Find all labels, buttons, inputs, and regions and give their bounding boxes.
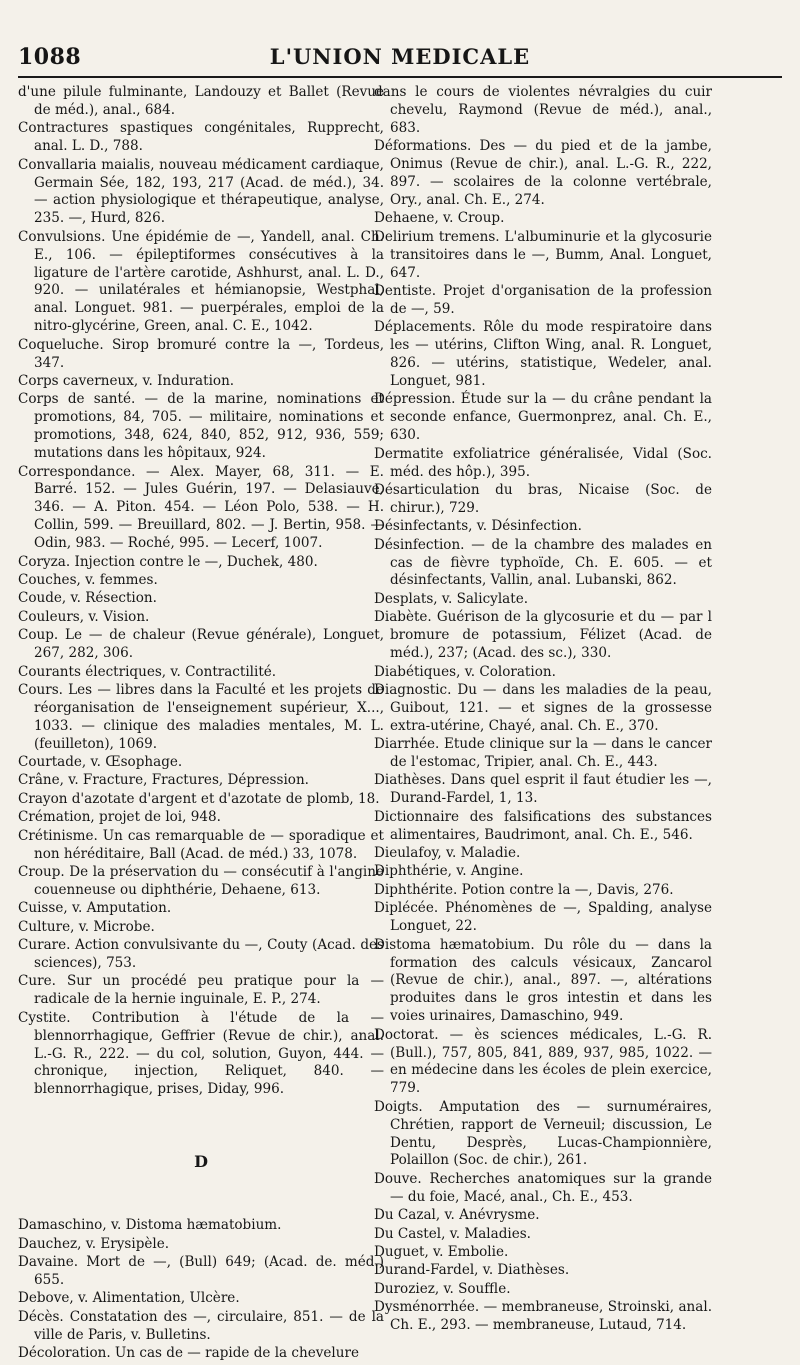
index-entry: Coqueluche. Sirop bromuré contre la —, Tordeus, 347. <box>18 336 384 371</box>
index-entry: Couches, v. femmes. <box>18 571 158 588</box>
index-entry: Diphthérie, v. Angine. <box>374 863 524 880</box>
index-entry: Décoloration. Un cas de — rapide de la chevelure <box>18 1345 359 1361</box>
index-entry: Crémation, projet de loi, 948. <box>18 809 221 826</box>
index-entry: Durand-Fardel, v. Diathèses. <box>374 1262 570 1279</box>
index-entry: Convallaria maialis, nouveau médicament cardiaque, Germain Sée, 182, 193, 217 (Acad. de méd.), 34. — action physiologique et thérapeutique, analyse, 235. —, Hurd, 826. <box>18 156 384 227</box>
index-entry: Corps caverneux, v. Induration. <box>18 373 235 389</box>
index-entry: Courants électriques, v. Contractilité. <box>18 663 277 680</box>
index-entry: Diabétiques, v. Coloration. <box>374 663 556 680</box>
index-entry: Duguet, v. Embolie. <box>374 1244 509 1260</box>
index-entry: Curare. Action convulsivante du —, Couty (Acad. des sciences), 753. <box>18 937 384 971</box>
index-entry: Cure. Sur un procédé peu pratique pour la — radicale de la hernie inguinale, E. P., 274. <box>18 973 384 1008</box>
page-number: 1088 <box>18 44 82 70</box>
index-entry: Duroziez, v. Souffle. <box>374 1280 511 1297</box>
index-entry: Dieulafoy, v. Maladie. <box>374 845 521 862</box>
index-entry: Décès. Constatation des —, circulaire, 851. — de la ville de Paris, v. Bulletins. <box>18 1308 384 1343</box>
index-entry: Damaschino, v. Distoma hæmatobium. <box>18 1217 282 1234</box>
index-entry: Corps de santé. — de la marine, nominations et promotions, 84, 705. — militaire, nominations et promotions, 348, 624, 840, 852, 912, 936, 559; mutations dans les hôpitaux, 924. <box>18 391 384 462</box>
index-entry: Diphthérite. Potion contre la —, Davis, 276. <box>374 881 674 898</box>
index-entry: Debove, v. Alimentation, Ulcère. <box>18 1290 240 1307</box>
index-entry: Delirium tremens. L'albuminurie et la glycosurie transitoires dans le —, Bumm, Anal. Longuet, 647. <box>374 228 712 281</box>
index-entry: Du Cazal, v. Anévrysme. <box>374 1207 540 1224</box>
index-entry: Diabète. Guérison de la glycosurie et du — par l bromure de potassium, Félizet (Acad. de méd.), 237; (Acad. des sc.), 330. <box>374 609 712 662</box>
index-entry: Douve. Recherches anatomiques sur la grande — du foie, Macé, anal., Ch. E., 453. <box>374 1170 712 1205</box>
index-entry: Diagnostic. Du — dans les maladies de la peau, Guibout, 121. — et signes de la grossesse extra-utérine, Chayé, anal. Ch. E., 370. <box>374 681 712 734</box>
index-entry: Diathèses. Dans quel esprit il faut étudier les —, Durand-Fardel, 1, 13. <box>374 772 712 807</box>
index-entry: Couleurs, v. Vision. <box>18 608 150 625</box>
index-entry: Dépression. Étude sur la — du crâne pendant la seconde enfance, Guermonprez, anal. Ch. E., 630. <box>374 391 712 444</box>
index-entry: Dysménorrhée. — membraneuse, Stroinski, anal. Ch. E., 293. — membraneuse, Lutaud, 714. <box>374 1299 712 1334</box>
index-entry: Coude, v. Résection. <box>18 590 157 607</box>
index-entry: Désarticulation du bras, Nicaise (Soc. de chirur.), 729. <box>374 481 712 516</box>
index-entry: Du Castel, v. Maladies. <box>374 1225 531 1242</box>
index-entry: Crayon d'azotate d'argent et d'azotate de plomb, 18. <box>18 790 380 807</box>
index-entry: Cours. Les — libres dans la Faculté et les projets de réorganisation de l'enseignement supérieur, X..., 1033. — clinique des maladies mentales, M. L. (feuilleton), 1069. <box>18 681 384 752</box>
index-entry: Coryza. Injection contre le —, Duchek, 480. <box>18 553 318 570</box>
index-entry: Déformations. Des — du pied et de la jambe, Onimus (Revue de chir.), anal. L.-G. R., 222, 897. — scolaires de la colonne vertébrale, Ory., anal. Ch. E., 274. <box>374 138 712 208</box>
index-entry: Déplacements. Rôle du mode respiratoire dans les — utérins, Clifton Wing, anal. R. Longuet, 826. — utérins, statistique, Wedeler, anal. Longuet, 981. <box>374 319 712 389</box>
index-entry: Dermatite exfoliatrice généralisée, Vidal (Soc. méd. des hôp.), 395. <box>374 445 712 480</box>
index-entry: Croup. De la préservation du — consécutif à l'angine couenneuse ou diphthérie, Dehaene, 613. <box>18 863 384 898</box>
index-entry: d'une pilule fulminante, Landouzy et Ballet (Revue de méd.), anal., 684. <box>18 84 384 118</box>
index-entry: Davaine. Mort de —, (Bull) 649; (Acad. de. méd.) 655. <box>18 1253 384 1288</box>
page-header <box>18 44 782 74</box>
index-entry: Contractures spastiques congénitales, Rupprecht, anal. L. D., 788. <box>18 120 384 155</box>
index-entry: Convulsions. Une épidémie de —, Yandell, anal. Ch. E., 106. — épileptiformes consécutives à la ligature de l'artère carotide, Ashhurst, anal. L. D., 920. — unilatérales et hémianopsie, Westphal, anal. Longuet. 981. — puerpérales, emploi de la nitro-glycérine, Green, anal. C. E., 1042. <box>18 228 384 335</box>
index-entry: Désinfection. — de la chambre des malades en cas de fièvre typhoïde, Ch. E. 605. — et désinfectants, Vallin, anal. Lubanski, 862. <box>374 536 712 589</box>
index-entry: Crâne, v. Fracture, Fractures, Dépression. <box>18 772 309 789</box>
index-entry: Dentiste. Projet d'organisation de la profession de —, 59. <box>374 282 712 317</box>
header-rule <box>18 76 782 78</box>
index-entry: Cuisse, v. Amputation. <box>18 900 172 917</box>
section-letter-heading: D <box>194 1152 208 1172</box>
index-entry: Crétinisme. Un cas remarquable de — sporadique et non héréditaire, Ball (Acad. de méd.) 33, 1078. <box>18 827 384 862</box>
left-column <box>18 84 384 1361</box>
running-head: L'UNION MEDICALE <box>269 44 531 69</box>
index-entry: Doctorat. — ès sciences médicales, L.-G. R. (Bull.), 757, 805, 841, 889, 937, 985, 1022. — en médecine dans les écoles de plein exercice, 779. <box>374 1026 712 1097</box>
index-entry: Dauchez, v. Erysipèle. <box>18 1235 170 1252</box>
index-entry: Distoma hæmatobium. Du rôle du — dans la formation des calculs vésicaux, Zancarol (Revue de chir.), anal., 897. —, altérations produites dans le gros intestin et dans les voies urinaires, Damaschino, 949. <box>374 936 712 1025</box>
index-entry: Courtade, v. Œsophage. <box>18 754 183 771</box>
index-entry: Dehaene, v. Croup. <box>374 210 505 227</box>
index-entry: dans le cours de violentes névralgies du cuir chevelu, Raymond (Revue de méd.), anal., 683. <box>374 84 712 136</box>
index-entry: Correspondance. — Alex. Mayer, 68, 311. — E. Barré. 152. — Jules Guérin, 197. — Delasiauve, 346. — A. Piton. 454. — Léon Polo, 538. — H. Collin, 599. — Breuillard, 802. — J. Bertin, 958. — Odin, 983. — Roché, 995. — Lecerf, 1007. <box>18 463 384 552</box>
index-entry: Culture, v. Microbe. <box>18 918 155 935</box>
index-entry: Désinfectants, v. Désinfection. <box>374 518 582 535</box>
index-entry: Cystite. Contribution à l'étude de la — blennorrhagique, Geffrier (Revue de chir.), anal. L.-G. R., 222. — du col, solution, Guyon, 444. — chronique, injection, Reliquet, 840. — blennorrhagique, prises, Diday, 996. <box>18 1009 384 1098</box>
index-entry: Dictionnaire des falsifications des substances alimentaires, Baudrimont, anal. Ch. E., 546. <box>374 808 712 843</box>
right-column <box>374 84 712 1345</box>
index-entry: Desplats, v. Salicylate. <box>374 590 529 607</box>
index-entry: Coup. Le — de chaleur (Revue générale), Longuet, 267, 282, 306. <box>18 627 384 662</box>
index-entry: Diarrhée. Etude clinique sur la — dans le cancer de l'estomac, Tripier, anal. Ch. E., 443. <box>374 736 712 771</box>
index-entry: Doigts. Amputation des — surnuméraires, Chrétien, rapport de Verneuil; discussion, Le Dentu, Desprès, Lucas-Championnière, Polaillon (Soc. de chir.), 261. <box>374 1098 712 1169</box>
index-entry: Diplécée. Phénomènes de —, Spalding, analyse Longuet, 22. <box>374 900 712 935</box>
